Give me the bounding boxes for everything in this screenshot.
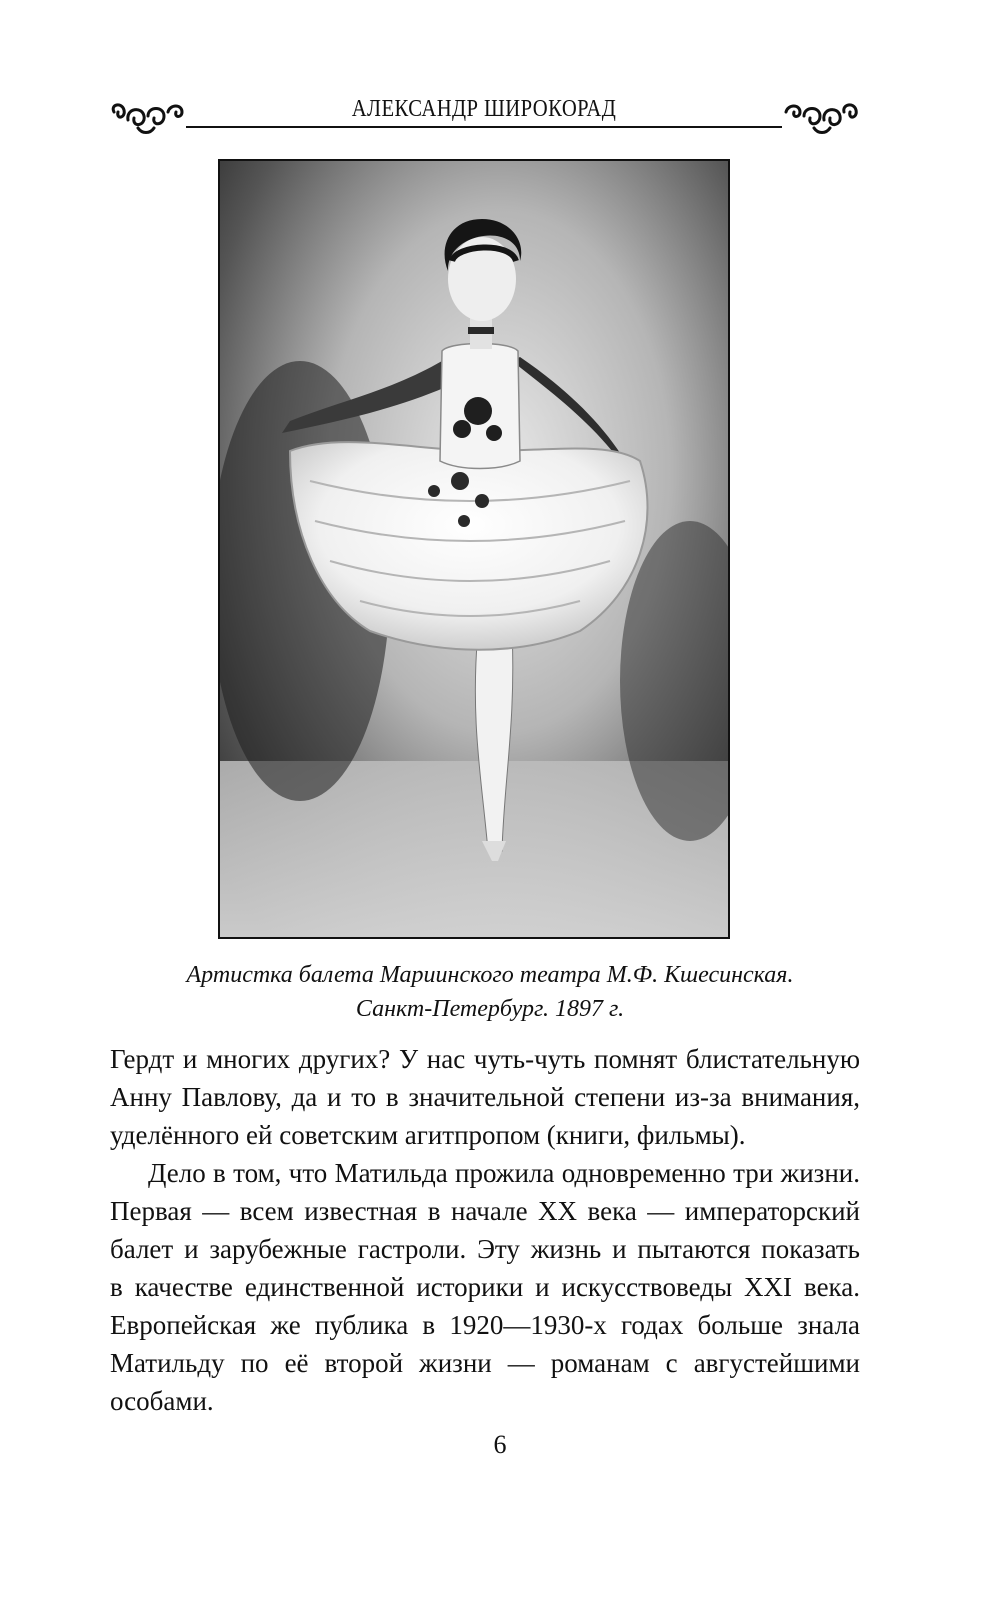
- running-header: [108, 92, 860, 142]
- paragraph-2-line-5: Европейская же публика в 1920—1930-х годах больше знала: [110, 1310, 860, 1340]
- right-ornament-icon: [780, 98, 860, 138]
- photo-caption: [100, 958, 880, 1026]
- paragraph-2-line-4: в качестве единственной историки и искусствоведы XXI века.: [110, 1272, 860, 1302]
- header-author: АЛЕКСАНДР ШИРОКОРАД: [351, 96, 617, 122]
- paragraph-2-line-3: балет и зарубежные гастроли. Эту жизнь и пытаются показать: [110, 1234, 860, 1264]
- ballerina-photo-image: [220, 161, 728, 937]
- page-number: 6: [493, 1430, 507, 1459]
- body-text: [110, 1040, 860, 1420]
- paragraph-1-line-1: Гердт и многих других? У нас чуть-чуть помнят блистательную: [110, 1044, 860, 1074]
- paragraph-1-line-2: Анну Павлову, да и то в значительной степени из-за внимания,: [110, 1082, 860, 1112]
- caption-line-2: Санкт-Петербург. 1897 г.: [355, 996, 625, 1022]
- ballerina-photo: [218, 159, 730, 939]
- header-rule: [186, 126, 782, 128]
- paragraph-1-line-3: уделённого ей советским агитпропом (книги, фильмы).: [110, 1120, 746, 1150]
- paragraph-2-line-2: Первая — всем известная в начале XX века — императорский: [110, 1196, 860, 1226]
- paragraph-2-line-1: Дело в том, что Матильда прожила одновременно три жизни.: [148, 1158, 860, 1188]
- paragraph-2-line-7: особами.: [110, 1386, 214, 1416]
- caption-line-1: Артистка балета Мариинского театра М.Ф. Кшесинская.: [186, 962, 794, 988]
- paragraph-2-line-6: Матильду по её второй жизни — романам с августейшими: [110, 1348, 860, 1378]
